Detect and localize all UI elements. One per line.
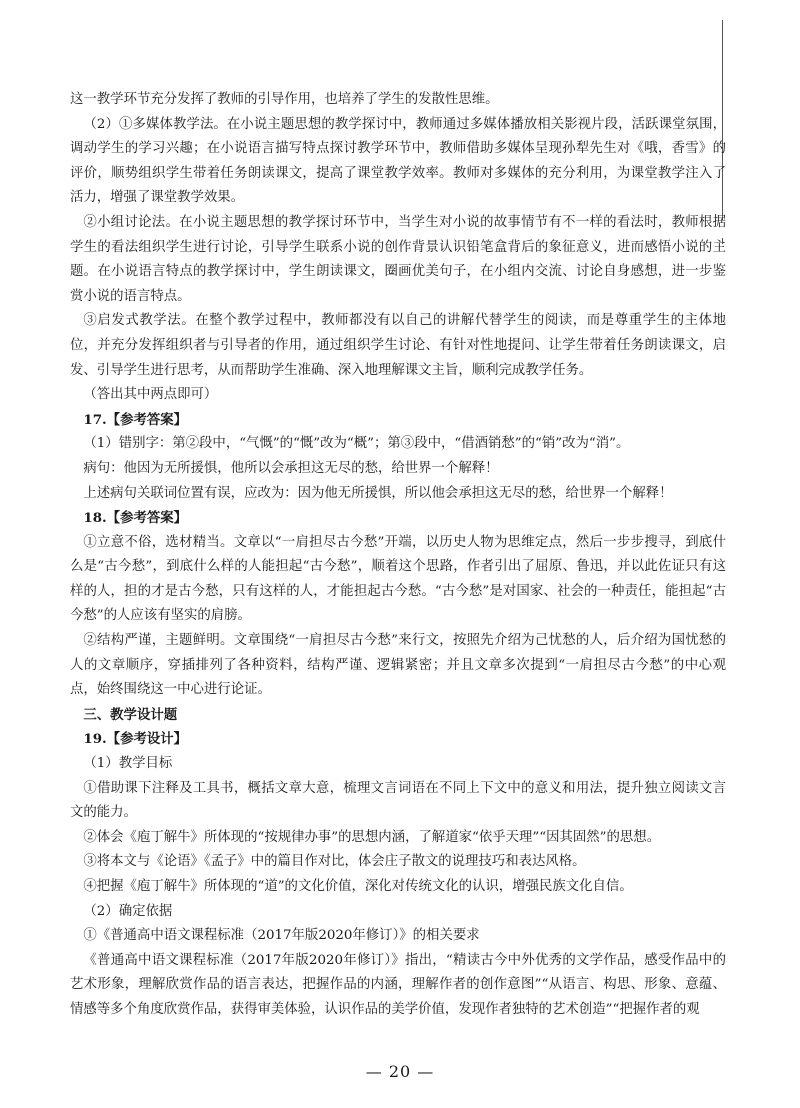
paragraph: ④把握《庖丁解牛》所体现的“道”的文化价值，深化对传统文化的认识，增强民族文化自信。 xyxy=(83,879,633,894)
part-heading: 三、教学设计题 xyxy=(83,706,178,723)
paragraph: ①立意不俗，选材精当。文章以“一肩担尽古今愁”开端，以历史人物为思维定点，然后一步步搜寻，到底什么是“古今愁”，到底什么样的人能担起“古今愁”，顺着这个思路，作者引出了屈原、鲁迅，并以此佐证只有这样的人，担的才是古今愁，只有这样的人，才能担起古今愁。“古今愁”是对国家、社会的一种责任，能担起“古今愁”的人应该有坚实的肩膀。 xyxy=(70,534,726,624)
paragraph: （2）确定依据 xyxy=(83,903,173,919)
paragraph: 上述病句关联词位置有误，应改为：因为他无所援惧，所以他会承担这无尽的愁，给世界一个解释！ xyxy=(83,485,673,501)
page-number: — 20 — xyxy=(365,1062,435,1081)
paragraph: （1）教学目标 xyxy=(83,756,173,772)
paragraph: 《普通高中语文课程标准（2017年版2020年修订）》指出，“精读古今中外优秀的文学作品，感受作品中的艺术形象，理解欣赏作品的语言表达，把握作品的内涵，理解作者的创作意图”“从语言、构思、形象、意蕴、情感等多个角度欣赏作品，获得审美体验，认识作品的美学价值，发现作者独特的艺术创造”“把握作者的观 xyxy=(70,952,726,1017)
paragraph: （2）①多媒体教学法。在小说主题思想的教学探讨中，教师通过多媒体播放相关影视片段，活跃课堂氛围，调动学生的学习兴趣；在小说语言描写特点探讨教学环节中，教师借助多媒体呈现孙犁先生对《哦，香雪》的评价，顺势组织学生带着任务朗读课文，提高了课堂教学效率。教师对多媒体的充分利用，为课堂教学注入了活力，增强了课堂教学效果。 xyxy=(70,116,726,206)
paragraph: （答出其中两点即可） xyxy=(83,387,218,403)
paragraph: 这一教学环节充分发挥了教师的引导作用，也培养了学生的发散性思维。 xyxy=(70,92,499,107)
paragraph: ③将本文与《论语》《孟子》中的篇目作对比，体会庄子散文的说理技巧和表达风格。 xyxy=(83,854,586,870)
paragraph: ②小组讨论法。在小说主题思想的教学探讨环节中，当学生对小说的故事情节有不一样的看法时，教师根据学生的看法组织学生进行讨论，引导学生联系小说的创作背景认识铅笔盒背后的象征意义，进而感悟小说的主题。在小说语言特点的教学探讨中，学生朗读课文，圈画优美句子，在小组内交流、讨论自身感想，进一步鉴赏小说的语言特点。 xyxy=(70,214,726,304)
section-heading: 18.【参考答案】 xyxy=(83,510,188,527)
page-body xyxy=(70,88,726,1023)
paragraph: 病句：他因为无所援惧，他所以会承担这无尽的愁，给世界一个解释！ xyxy=(83,460,499,476)
paragraph: ③启发式教学法。在整个教学过程中，教师都没有以自己的讲解代替学生的阅读，而是尊重学生的主体地位，并充分发挥组织者与引导者的作用，通过组织学生讨论、有针对性地提问、让学生带着任务朗读课文，启发、引导学生进行思考，从而帮助学生准确、深入地理解课文主旨，顺利完成教学任务。 xyxy=(70,313,726,378)
paragraph: （1）错别字：第②段中，“气慨”的“慨”改为“概”；第③段中，“借酒销愁”的“销”改为“消”。 xyxy=(83,436,630,452)
section-heading: 19.【参考设计】 xyxy=(83,731,188,748)
paragraph: ②体会《庖丁解牛》所体现的“按规律办事”的思想内涵，了解道家“依乎天理”“因其固然”的思想。 xyxy=(83,829,661,845)
paragraph: ①《普通高中语文课程标准（2017年版2020年修订）》的相关要求 xyxy=(83,928,480,944)
paragraph: ②结构严谨，主题鲜明。文章围绕“一肩担尽古今愁”来行文，按照先介绍为己忧愁的人，后介绍为国忧愁的人的文章顺序，穿插排列了各种资料，结构严谨、逻辑紧密；并且文章多次提到“一肩担尽古今愁”的中心观点，始终围绕这一中心进行论证。 xyxy=(70,633,726,698)
section-heading: 17.【参考答案】 xyxy=(83,411,188,428)
paragraph: ①借助课下注释及工具书，概括文章大意，梳理文言词语在不同上下文中的意义和用法，提升独立阅读文言文的能力。 xyxy=(70,780,726,821)
